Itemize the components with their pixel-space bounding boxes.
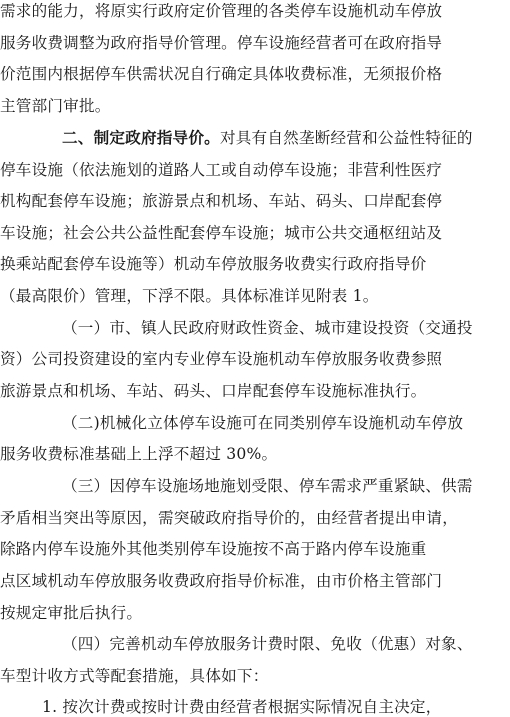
paragraph-line: 需求的能力，将原实行政府定价管理的各类停车设施机动车停放 — [0, 2, 443, 20]
section-heading-line — [62, 128, 473, 148]
paragraph-line: （二)机械化立体停车设施可在同类别停车设施机动车停放 — [62, 414, 464, 432]
section-heading: 二、制定政府指导价。 — [62, 129, 220, 147]
paragraph-text: 对具有自然垄断经营和公益性特征的 — [219, 129, 473, 147]
paragraph-line: 车型计收方式等配套措施，具体如下： — [0, 667, 269, 685]
paragraph-line: 服务收费调整为政府指导价管理。停车设施经营者可在政府指导 — [0, 34, 443, 52]
paragraph-line: 除路内停车设施外其他类别停车设施按不高于路内停车设施重 — [0, 540, 427, 558]
paragraph-line: （三）因停车设施场地施划受限、停车需求严重紧缺、供需 — [62, 477, 473, 495]
paragraph-line: 矛盾相当突出等原因，需突破政府指导价的，由经营者提出申请， — [0, 509, 459, 527]
paragraph-line: 换乘站配套停车设施等）机动车停放服务收费实行政府指导价 — [0, 255, 427, 273]
paragraph-line: （最高限价）管理，下浮不限。具体标准详见附表 1。 — [0, 287, 379, 305]
paragraph-line: 车设施；社会公共公益性配套停车设施；城市公共交通枢纽站及 — [0, 224, 443, 242]
paragraph-line: 主管部门审批。 — [0, 97, 111, 115]
paragraph-line: （四）完善机动车停放服务计费时限、免收（优惠）对象、 — [62, 635, 473, 653]
paragraph-line: 1. 按次计费或按时计费由经营者根据实际情况自主决定， — [42, 698, 442, 716]
paragraph-line: 停车设施（依法施划的道路人工或自动停车设施；非营利性医疗 — [0, 161, 443, 179]
paragraph-line: 服务收费标准基础上上浮不超过 30%。 — [0, 445, 278, 463]
paragraph-line: 点区域机动车停放服务收费政府指导价标准，由市价格主管部门 — [0, 572, 443, 590]
paragraph-line: 资）公司投资建设的室内专业停车设施机动车停放服务收费参照 — [0, 350, 443, 368]
paragraph-line: （一）市、镇人民政府财政性资金、城市建设投资（交通投 — [62, 319, 473, 337]
paragraph-line: 机构配套停车设施；旅游景点和机场、车站、码头、口岸配套停 — [0, 192, 443, 210]
paragraph-line: 旅游景点和机场、车站、码头、口岸配套停车设施标准执行。 — [0, 382, 427, 400]
paragraph-line: 按规定审批后执行。 — [0, 604, 143, 622]
paragraph-line: 价范围内根据停车供需状况自行确定具体收费标准，无须报价格 — [0, 65, 443, 83]
